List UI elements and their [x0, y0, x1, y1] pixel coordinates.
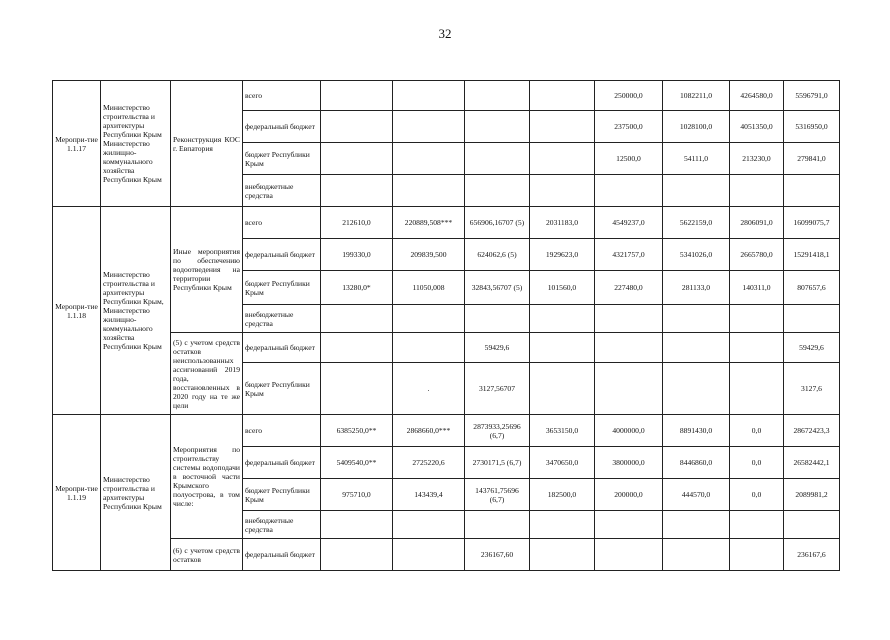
amount-cell: 5316950,0 [784, 111, 840, 143]
amount-cell: 3800000,0 [595, 447, 663, 479]
amount-cell: 227480,0 [595, 271, 663, 305]
amount-cell: 6385250,0** [321, 415, 393, 447]
amount-cell: 3653150,0 [530, 415, 595, 447]
amount-cell: 209839,500 [393, 239, 465, 271]
amount-cell: 2806091,0 [730, 207, 784, 239]
amount-cell: 12500,0 [595, 143, 663, 175]
amount-cell: 26582442,1 [784, 447, 840, 479]
table-row [53, 81, 840, 111]
table-row [53, 415, 840, 447]
funding-source: бюджет Республики Крым [243, 479, 321, 511]
amount-cell [663, 511, 730, 539]
amount-cell: 5596791,0 [784, 81, 840, 111]
measure-description: Иные мероприятия по обеспечению водоотведения на территории Республики Крым [171, 207, 243, 333]
amount-cell [465, 111, 530, 143]
table-row [53, 539, 840, 571]
measure-code: Меропри-тие 1.1.19 [53, 415, 101, 571]
amount-cell: 4321757,0 [595, 239, 663, 271]
amount-cell: 101560,0 [530, 271, 595, 305]
responsible-org: Министерство строительства и архитектуры Республики Крым, Министерство жилищно-коммунального хозяйства Республики Крым [101, 207, 171, 415]
amount-cell [595, 333, 663, 363]
funding-source: федеральный бюджет [243, 111, 321, 143]
table-row [53, 333, 840, 363]
amount-cell [530, 539, 595, 571]
footnote-description: (5) с учетом средств остатков неиспользованных ассигнований 2019 года, восстановленных в 2020 году на те же цели [171, 333, 243, 415]
amount-cell: 444570,0 [663, 479, 730, 511]
amount-cell [321, 305, 393, 333]
measure-code: Меропри-тие 1.1.18 [53, 207, 101, 415]
amount-cell: 200000,0 [595, 479, 663, 511]
amount-cell: 2730171,5 (6,7) [465, 447, 530, 479]
amount-cell: 1082211,0 [663, 81, 730, 111]
amount-cell: 4000000,0 [595, 415, 663, 447]
amount-cell [530, 143, 595, 175]
amount-cell: 32843,56707 (5) [465, 271, 530, 305]
amount-cell: 212610,0 [321, 207, 393, 239]
amount-cell: 0,0 [730, 415, 784, 447]
amount-cell: 182500,0 [530, 479, 595, 511]
amount-cell: 2089981,2 [784, 479, 840, 511]
amount-cell: 2031183,0 [530, 207, 595, 239]
amount-cell [595, 363, 663, 415]
funding-source: всего [243, 81, 321, 111]
funding-source: федеральный бюджет [243, 539, 321, 571]
amount-cell [530, 511, 595, 539]
amount-cell [595, 539, 663, 571]
amount-cell [393, 305, 465, 333]
measure-description: Мероприятия по строительству системы водоподачи в восточной части Крымского полуострова, в том числе: [171, 415, 243, 539]
page-number: 32 [438, 26, 452, 41]
amount-cell: 656906,16707 (5) [465, 207, 530, 239]
amount-cell [321, 143, 393, 175]
amount-cell [595, 305, 663, 333]
amount-cell: 0,0 [730, 447, 784, 479]
amount-cell [595, 511, 663, 539]
amount-cell: . [393, 363, 465, 415]
footnote-description: (6) с учетом средств остатков [171, 539, 243, 571]
amount-cell [465, 305, 530, 333]
amount-cell: 236167,60 [465, 539, 530, 571]
amount-cell: 13280,0* [321, 271, 393, 305]
amount-cell [393, 333, 465, 363]
amount-cell [730, 539, 784, 571]
funding-source: всего [243, 207, 321, 239]
funding-source: всего [243, 415, 321, 447]
amount-cell [393, 539, 465, 571]
table-row [53, 207, 840, 239]
amount-cell: 0,0 [730, 479, 784, 511]
amount-cell [784, 175, 840, 207]
amount-cell [530, 363, 595, 415]
amount-cell [663, 175, 730, 207]
amount-cell [321, 175, 393, 207]
amount-cell: 1929623,0 [530, 239, 595, 271]
amount-cell [595, 175, 663, 207]
amount-cell: 15291418,1 [784, 239, 840, 271]
amount-cell: 8891430,0 [663, 415, 730, 447]
amount-cell: 143439,4 [393, 479, 465, 511]
amount-cell [530, 175, 595, 207]
amount-cell [784, 305, 840, 333]
funding-source: бюджет Республики Крым [243, 363, 321, 415]
amount-cell [321, 333, 393, 363]
amount-cell [393, 175, 465, 207]
funding-source: федеральный бюджет [243, 447, 321, 479]
amount-cell [393, 511, 465, 539]
amount-cell: 237500,0 [595, 111, 663, 143]
budget-table [52, 80, 840, 571]
amount-cell: 143761,75696 (6,7) [465, 479, 530, 511]
amount-cell: 8446860,0 [663, 447, 730, 479]
funding-source: федеральный бюджет [243, 333, 321, 363]
amount-cell [530, 333, 595, 363]
amount-cell: 807657,6 [784, 271, 840, 305]
amount-cell [465, 175, 530, 207]
amount-cell: 54111,0 [663, 143, 730, 175]
amount-cell: 28672423,3 [784, 415, 840, 447]
amount-cell: 281133,0 [663, 271, 730, 305]
amount-cell: 3470650,0 [530, 447, 595, 479]
amount-cell [730, 511, 784, 539]
amount-cell [465, 81, 530, 111]
funding-source: федеральный бюджет [243, 239, 321, 271]
amount-cell: 140311,0 [730, 271, 784, 305]
amount-cell [393, 111, 465, 143]
amount-cell [663, 333, 730, 363]
amount-cell [465, 143, 530, 175]
amount-cell: 236167,6 [784, 539, 840, 571]
amount-cell: 250000,0 [595, 81, 663, 111]
amount-cell: 3127,56707 [465, 363, 530, 415]
amount-cell: 4549237,0 [595, 207, 663, 239]
amount-cell: 2725220,6 [393, 447, 465, 479]
measure-description: Реконструкция КОС г. Евпатория [171, 81, 243, 207]
amount-cell: 11050,008 [393, 271, 465, 305]
amount-cell: 59429,6 [465, 333, 530, 363]
amount-cell: 2868660,0*** [393, 415, 465, 447]
amount-cell: 4051350,0 [730, 111, 784, 143]
amount-cell: 213230,0 [730, 143, 784, 175]
amount-cell: 59429,6 [784, 333, 840, 363]
amount-cell [730, 175, 784, 207]
amount-cell [663, 539, 730, 571]
responsible-org: Министерство строительства и архитектуры Республики Крым [101, 415, 171, 571]
funding-source: внебюджетные средства [243, 305, 321, 333]
amount-cell [730, 305, 784, 333]
amount-cell: 5409540,0** [321, 447, 393, 479]
amount-cell [530, 305, 595, 333]
amount-cell [730, 363, 784, 415]
amount-cell: 16099075,7 [784, 207, 840, 239]
amount-cell: 279841,0 [784, 143, 840, 175]
funding-source: бюджет Республики Крым [243, 143, 321, 175]
amount-cell: 5341026,0 [663, 239, 730, 271]
amount-cell: 624062,6 (5) [465, 239, 530, 271]
amount-cell [321, 363, 393, 415]
amount-cell [530, 111, 595, 143]
amount-cell: 5622159,0 [663, 207, 730, 239]
amount-cell [663, 305, 730, 333]
amount-cell: 2873933,25696 (6,7) [465, 415, 530, 447]
amount-cell: 3127,6 [784, 363, 840, 415]
amount-cell: 975710,0 [321, 479, 393, 511]
amount-cell: 199330,0 [321, 239, 393, 271]
amount-cell [465, 511, 530, 539]
funding-source: бюджет Республики Крым [243, 271, 321, 305]
amount-cell [321, 539, 393, 571]
amount-cell [784, 511, 840, 539]
amount-cell: 220889,508*** [393, 207, 465, 239]
measure-code: Меропри-тие 1.1.17 [53, 81, 101, 207]
amount-cell [321, 81, 393, 111]
amount-cell [321, 511, 393, 539]
amount-cell [663, 363, 730, 415]
funding-source: внебюджетные средства [243, 511, 321, 539]
amount-cell: 1028100,0 [663, 111, 730, 143]
amount-cell [393, 81, 465, 111]
funding-source: внебюджетные средства [243, 175, 321, 207]
amount-cell [393, 143, 465, 175]
amount-cell: 2665780,0 [730, 239, 784, 271]
amount-cell [530, 81, 595, 111]
amount-cell [321, 111, 393, 143]
amount-cell: 4264580,0 [730, 81, 784, 111]
responsible-org: Министерство строительства и архитектуры Республики Крым Министерство жилищно-коммунального хозяйства Республики Крым [101, 81, 171, 207]
amount-cell [730, 333, 784, 363]
